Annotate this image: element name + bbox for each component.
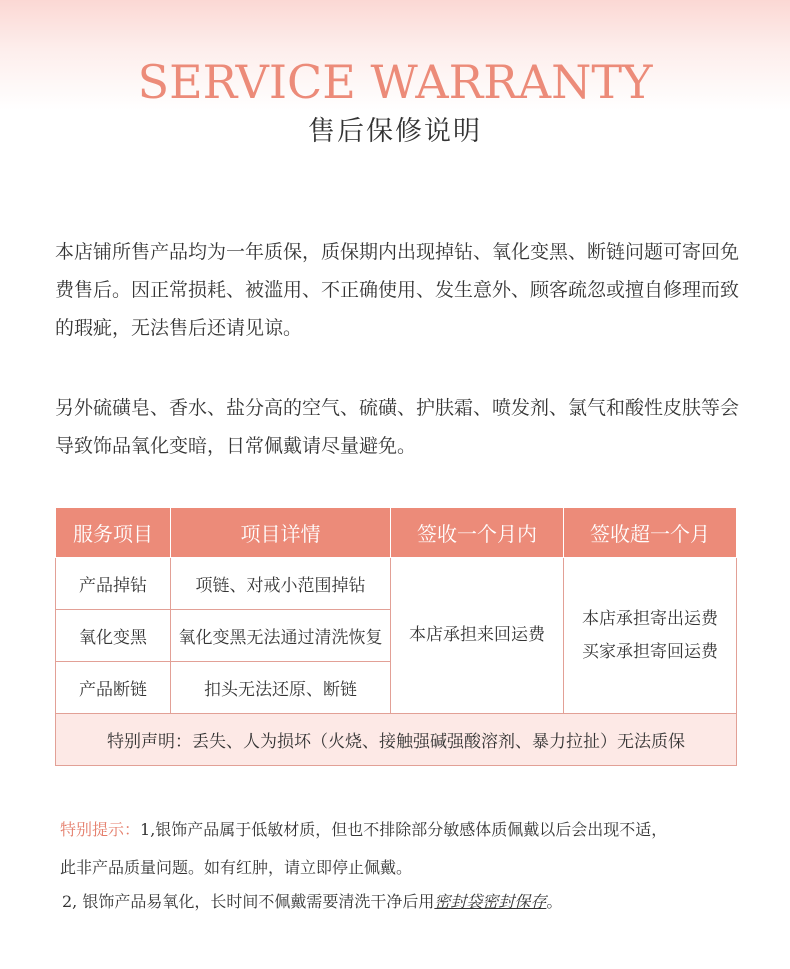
tip2-emphasis: 密封袋密封保存 [434, 892, 547, 911]
tip2-end: 。 [546, 892, 563, 911]
within-month-policy: 本店承担来回运费 [391, 558, 564, 714]
tip-label: 特别提示： [60, 820, 141, 839]
service-table [55, 507, 737, 766]
header-within-month: 签收一个月内 [391, 508, 564, 558]
tip2-number: 2, [62, 892, 78, 911]
tip1-text: 银饰产品属于低敏材质，但也不排除部分敏感体质佩戴以后会出现不适， [155, 820, 668, 839]
tip-line-1 [60, 819, 760, 841]
row-detail: 扣头无法还原、断链 [171, 662, 391, 714]
after-month-line2: 买家承担寄回运费 [582, 641, 718, 662]
row-item: 产品断链 [56, 662, 171, 714]
intro-paragraph-warranty: 本店铺所售产品均为一年质保，质保期内出现掉钻、氧化变黑、断链问题可寄回免费售后。因正常损耗、被滥用、不正确使用、发生意外、顾客疏忽或擅自修理而致的瑕疵，无法售后还请见谅。 [55, 241, 740, 339]
title-chinese: 售后保修说明 [308, 116, 482, 147]
row-item: 产品掉钻 [56, 558, 171, 610]
tip1-number: 1, [140, 820, 156, 839]
tip-line-2: 此非产品质量问题。如有红肿，请立即停止佩戴。 [60, 858, 413, 877]
special-statement: 特别声明：丢失、人为损坏（火烧、接触强碱强酸溶剂、暴力拉扯）无法质保 [56, 714, 737, 766]
table-note-row [56, 714, 737, 766]
row-item: 氧化变黑 [56, 610, 171, 662]
after-month-policy [564, 558, 737, 714]
row-detail: 氧化变黑无法通过清洗恢复 [171, 610, 391, 662]
intro-paragraph-care: 另外硫磺皂、香水、盐分高的空气、硫磺、护肤霜、喷发剂、氯气和酸性皮肤等会导致饰品氧化变暗，日常佩戴请尽量避免。 [55, 397, 740, 457]
title-english: SERVICE WARRANTY [137, 55, 653, 109]
row-detail: 项链、对戒小范围掉钻 [171, 558, 391, 610]
table-header-row [56, 508, 737, 558]
table-row [56, 558, 737, 610]
tip-line-3 [62, 891, 762, 913]
header-item-detail: 项目详情 [171, 508, 391, 558]
header-after-month: 签收超一个月 [564, 508, 737, 558]
header-service-item: 服务项目 [56, 508, 171, 558]
after-month-line1: 本店承担寄出运费 [582, 608, 718, 629]
tip2-text: 银饰产品易氧化，长时间不佩戴需要清洗干净后用 [82, 892, 435, 911]
